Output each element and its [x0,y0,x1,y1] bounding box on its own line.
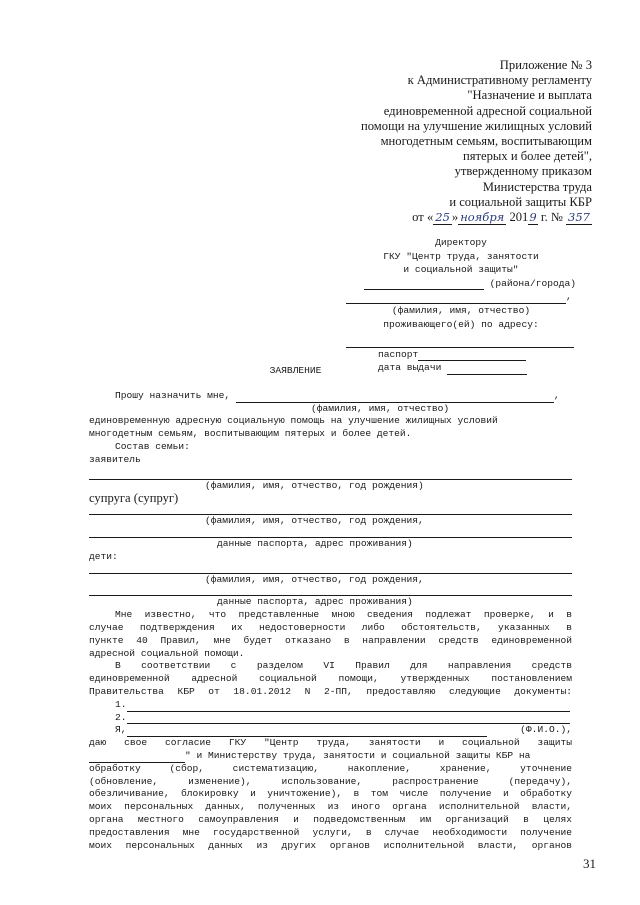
consent-line-with-blank: " и Министерству труда, занятости и социальной защиты КБР на [89,750,572,763]
district-blank [364,278,484,290]
notice-line: случае подтверждения их недостоверности либо обстоятельств, указанных в [89,621,572,633]
applicant-label: заявитель [89,453,141,465]
notice-line: пункте 40 Правил, мне будет отказано в направлении средств единовременной [89,634,572,646]
application-heading: ЗАЯВЛЕНИЕ [269,365,322,376]
doc-item-1-blank [127,700,570,712]
spouse-blank [89,505,572,515]
family-heading: Состав семьи: [115,440,190,452]
applicant-hint: (фамилия, имя, отчество, год рождения) [205,479,424,491]
consent-line: моих персональных данных, полученных из иного органа исполнительной власти, [89,801,572,813]
consent-fio-row: Я, (Ф.И.О.), [115,724,572,736]
spacer [89,378,572,390]
appendix-header [292,58,592,225]
residing-label: проживающего(ей) по адресу: [383,318,539,330]
appendix-line: помощи на улучшение жилищных условий [361,118,592,133]
spouse-passport-blank [89,528,572,538]
request-fio-blank [236,391,554,403]
application-body [89,365,572,852]
consent-line: обезличивание, блокировку и уничтожение), в том числе получение и обработку [89,788,572,800]
spouse-passport-hint: данные паспорта, адрес проживания) [217,537,413,549]
handwritten-day: 25 [435,210,450,225]
children-hint: (фамилия, имя, отчество, год рождения, [205,573,424,585]
doc-item-2: 2. [89,712,572,725]
spouse-label: супруга (супруг) [89,491,179,506]
appendix-line: Приложение № 3 [499,58,592,72]
addressee-org: ГКУ "Центр труда, занятости [383,250,539,262]
children-passport-hint: данные паспорта, адрес проживания) [217,596,413,608]
appendix-line: пятерых и более детей", [463,149,592,164]
request-fio-hint: (фамилия, имя, отчество) [311,402,450,414]
consent-line: предоставления мне государственной услуги, в случае необходимости получение [89,826,572,838]
consent-line: органа местного самоуправления и подведомственным им организаций в целях [89,813,572,825]
appendix-line: к Административному регламенту [407,73,592,88]
children-blank [89,564,572,574]
doc-item-1: 1. [89,699,572,712]
district-blank-2 [89,751,185,763]
fio-hint: (фамилия, имя, отчество) [391,304,531,316]
appendix-line: многодетным семьям, воспитывающим [380,134,592,149]
district-row: (района/города) [346,277,576,291]
spouse-hint: (фамилия, имя, отчество, год рождения, [205,515,424,527]
applicant-blank [89,467,572,480]
handwritten-order-number: 357 [568,210,590,225]
consent-line: (обновление, изменение), использование, распространение (передачу), [89,775,572,787]
docs-line: В соответствии с разделом VI Правил для направления средств [115,660,572,672]
consent-fio-blank [127,725,487,737]
addressee-org: и социальной защиты" [403,264,519,276]
issue-date-row: дата выдачи [346,361,576,375]
children-label: дети: [89,550,118,562]
request-row: Прошу назначить мне, , [115,389,560,401]
appendix-line: Министерства труда [482,179,592,194]
appendix-line: единовременной адресной социальной [383,103,592,118]
appendix-line: утвержденному приказом [454,164,592,179]
passport-blank [418,349,526,361]
address-row [346,334,576,348]
handwritten-month: ноября [460,210,505,225]
consent-line: обработку (сбор, систематизацию, накопление, хранение, уточнение [89,762,572,774]
purpose-line: единовременную адресную социальную помощь на улучшение жилищных условий [89,415,498,427]
handwritten-year-digit: 9 [529,210,537,225]
children-passport-blank [89,586,572,596]
addressee-title: Директору [435,237,487,248]
consent-line: даю свое согласие ГКУ "Центр труда, занятости и социальной защиты [89,737,572,749]
page-number: 31 [583,856,596,871]
addressee-block [346,236,576,375]
notice-line: адресной социальной помощи. [89,647,245,659]
order-date-line: от « 25 » ноября 2019 г. № 357 [412,210,590,225]
doc-item-2-blank [127,712,570,724]
appendix-line: и социальной защиты КБР [449,194,592,209]
docs-line: единовременной адресной социальной помощи, утвержденных постановлением [89,673,572,685]
address-blank [346,338,574,348]
passport-row: паспорт [346,348,576,362]
fio-row: , [346,290,576,304]
purpose-line: многодетным семьям, воспитывающим пятерых и более детей. [89,428,412,440]
appendix-line: "Назначение и выплата [467,88,592,103]
docs-line: Правительства КБР от 18.01.2012 N 2-ПП, предоставляю следующие документы: [89,685,572,697]
notice-line: Мне известно, что представленные мною сведения подлежат проверке, и в [115,609,572,621]
fio-blank [346,292,566,304]
consent-line: моих персональных данных из других органов исполнительной власти, органов [89,839,572,851]
